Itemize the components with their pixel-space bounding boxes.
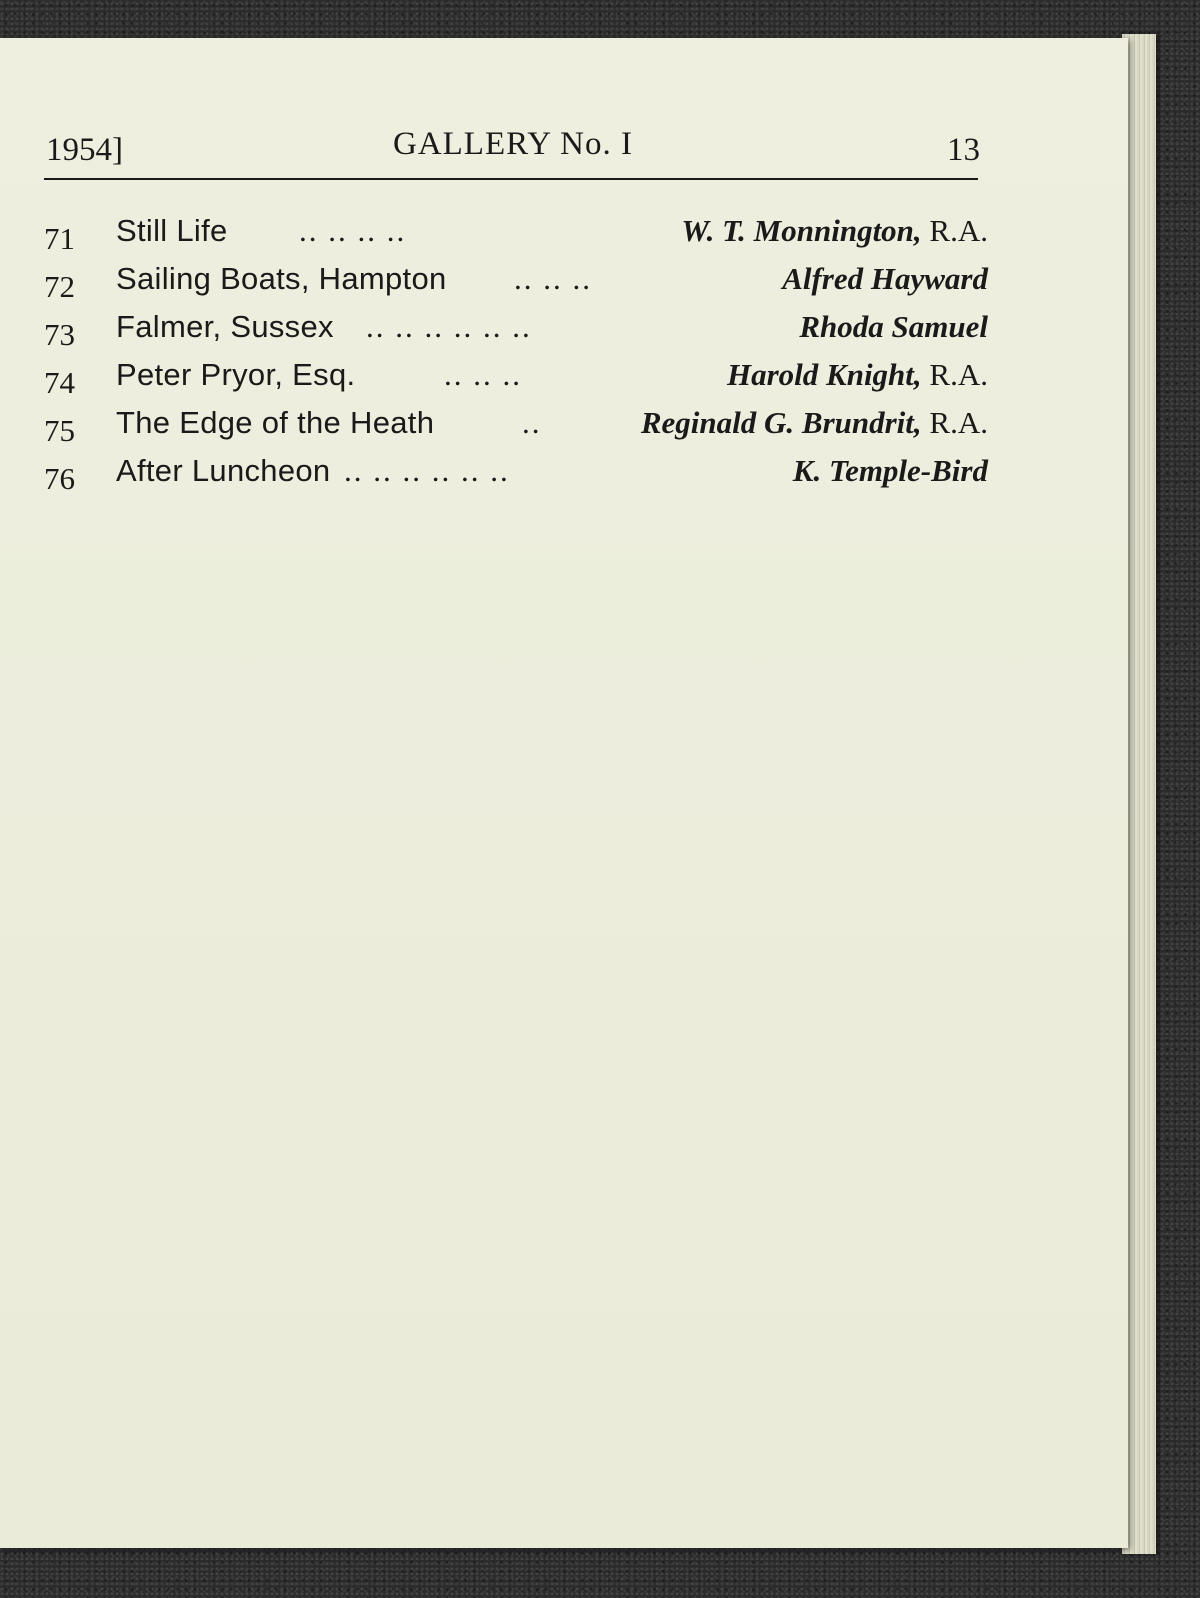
entry-artist (782, 261, 988, 297)
leader-dots: .. .. .. (514, 261, 592, 296)
entry-title: Peter Pryor, Esq. (116, 357, 356, 392)
leader-dots: .. .. .. .. (299, 213, 407, 248)
catalogue-entry (44, 445, 988, 496)
artist-name: Alfred Hayward (782, 261, 988, 296)
artist-suffix: R.A. (929, 405, 988, 440)
entry-number: 71 (44, 221, 75, 256)
running-header (46, 126, 980, 172)
artist-suffix: R.A. (929, 213, 988, 248)
artist-name: Reginald G. Brundrit, (640, 405, 922, 440)
entry-title: After Luncheon (116, 453, 331, 488)
entry-number: 74 (44, 365, 75, 400)
leader-dots: .. (522, 405, 542, 440)
entry-title: Falmer, Sussex (116, 309, 334, 344)
artist-name: K. Temple-Bird (792, 453, 988, 488)
page-number: 13 (947, 132, 980, 168)
catalogue-entry (44, 205, 988, 256)
entry-title: Still Life (116, 213, 228, 248)
entry-artist (793, 453, 988, 489)
artist-name: Harold Knight, (726, 357, 922, 392)
artist-suffix: R.A. (929, 357, 988, 392)
entry-title: Sailing Boats, Hampton (116, 261, 447, 296)
entry-artist (681, 213, 988, 249)
leader-dots: .. .. .. .. .. .. (366, 309, 532, 344)
entry-artist (799, 309, 988, 345)
entry-artist (727, 357, 988, 393)
entry-artist (641, 405, 988, 441)
header-year: 1954] (46, 132, 123, 168)
catalogue-entry (44, 301, 988, 352)
leader-dots: .. .. .. .. .. .. (344, 453, 510, 488)
entry-number: 72 (44, 269, 75, 304)
artist-name: W. T. Monnington, (681, 213, 922, 248)
entry-number: 73 (44, 317, 75, 352)
leader-dots: .. .. .. (444, 357, 522, 392)
artist-name: Rhoda Samuel (799, 309, 988, 344)
entry-number: 75 (44, 413, 75, 448)
catalogue-entry (44, 349, 988, 400)
page-title: GALLERY No. I (392, 126, 633, 162)
header-rule (44, 178, 978, 180)
entry-title: The Edge of the Heath (116, 405, 435, 440)
catalogue-entry (44, 397, 988, 448)
entry-list (44, 205, 988, 496)
catalogue-entry (44, 253, 988, 304)
entry-number: 76 (44, 461, 75, 496)
